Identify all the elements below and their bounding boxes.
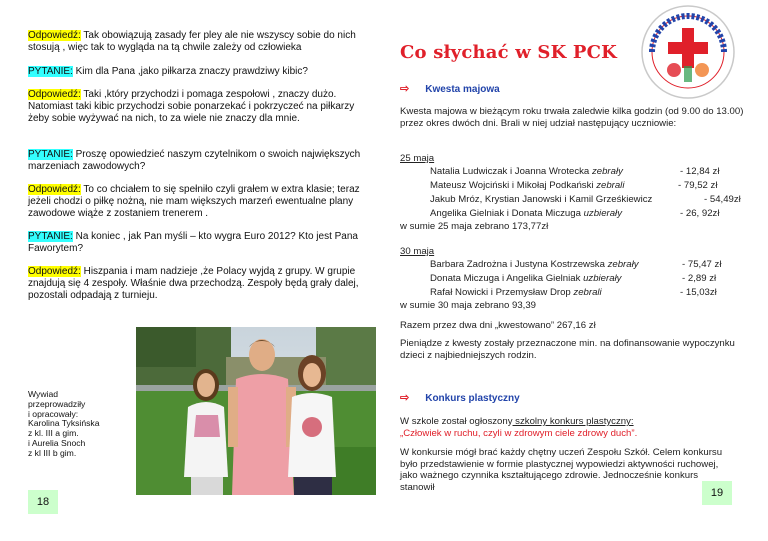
day2-date: 30 maja xyxy=(400,246,435,257)
answer-text: Taki ,który przychodzi i pomaga zespołowi , znaczy dużo. Natomiast taki kibic przychodzi sobie ponarzekać i pokrzyczeć na piłkarzy żeby sobie wyżywać na nich, to za wiele nie znaczy dla mnie. xyxy=(28,89,355,125)
answer-label: Odpowiedź: xyxy=(28,184,81,195)
answer-text: Hiszpania i mam nadzieje ,że Polacy wyjdą z grupy. W grupie znajdują się 4 zespoły. Właśnie dwa przechodzą. Zespoły będą grały dalej, pozostali odpadają z turnieju. xyxy=(28,266,359,302)
collectors: Mateusz Wojciński i Mikołaj Podkański xyxy=(430,180,594,191)
collection-row xyxy=(430,259,639,270)
section-heading-kwesta xyxy=(400,82,500,95)
right-arrow-icon: ⇨ xyxy=(400,83,410,95)
right-arrow-icon: ⇨ xyxy=(400,392,410,404)
amount: - 79,52 zł xyxy=(678,180,718,191)
answer-label: Odpowiedź: xyxy=(28,89,81,100)
kwesta-purpose: Pieniądze z kwesty zostały przeznaczone min. na dofinansowanie wypoczynku dzieci z najbiedniejszych rodzin. xyxy=(400,338,735,361)
question-1 xyxy=(28,66,376,78)
kwesta-intro: Kwesta majowa w bieżącym roku trwała zaledwie kilka godzin (od 9.00 do 13.00) przez okres dwóch dni. Brali w niej udział następujący uczniowie: xyxy=(400,106,744,129)
verb: uzbierały xyxy=(583,208,622,219)
answer-2 xyxy=(28,89,376,126)
answer-3 xyxy=(28,184,376,221)
collection-row xyxy=(430,180,624,191)
credits-line: z kl. III a gim. xyxy=(28,428,79,439)
credits-line: i opracowały: xyxy=(28,408,79,419)
question-text: Kim dla Pana ,jako piłkarza znaczy prawdziwy kibic? xyxy=(72,66,308,77)
collectors: Angelika Gielniak i Donata Miczuga xyxy=(430,208,581,219)
credits-line: z kl III b gim. xyxy=(28,447,77,458)
amount: - 12,84 zł xyxy=(680,166,720,177)
collectors: Rafał Nowicki i Przemysław Drop xyxy=(430,287,571,298)
amount: - 2,89 zł xyxy=(682,273,717,284)
konkurs-name: szkolny konkurs plastyczny: xyxy=(512,416,634,427)
answer-text: To co chciałem to się spełniło czyli grałem w extra klasie; teraz jeżeli chodzi o piłkę nożną, nie mam większych marzeń ewentualne plany zawodowe wiąże z zostaniem trenerem . xyxy=(28,184,360,220)
credits-line: i Aurelia Snoch xyxy=(28,437,86,448)
verb: zebrali xyxy=(596,180,625,191)
verb: zebrały xyxy=(591,166,623,177)
answer-text: Tak obowiązują zasady fer pley ale nie wszyscy sobie do nich stosują , więc tak to wygląda na tą chwile zależy od człowieka xyxy=(28,30,356,54)
credits-line: Karolina Tyksińska xyxy=(28,418,100,429)
question-label: PYTANIE: xyxy=(28,231,73,242)
question-text: Na koniec , jak Pan myśli – kto wygra Euro 2012? Kto jest Pana Faworytem? xyxy=(28,231,358,255)
day1-date: 25 maja xyxy=(400,153,435,164)
credits-line: Wywiad xyxy=(28,389,59,399)
right-page xyxy=(384,0,768,541)
konkurs-motto: „Człowiek w ruchu, czyli w zdrowym ciele zdrowy duch”. xyxy=(400,427,638,439)
verb: zebrały xyxy=(607,259,639,270)
collection-row xyxy=(430,166,623,177)
amount: - 26, 92zł xyxy=(680,208,720,219)
answer-4 xyxy=(28,266,376,303)
verb: zebrali xyxy=(573,287,602,298)
amount: - 15,03zł xyxy=(680,287,717,298)
page-number: 19 xyxy=(702,481,732,505)
collection-row xyxy=(430,273,621,284)
collection-row xyxy=(430,208,622,219)
interview-photo xyxy=(136,327,376,495)
konkurs-body: W konkursie mógł brać każdy chętny uczeń Zespołu Szkół. Celem konkursu było przedstawienie w formie plastycznej wypowiedzi aktywności ruchowej, jako ważnego czynnika kształtującego zdrowie. Jednocześnie konkurs stanowił xyxy=(400,447,723,493)
collection-row xyxy=(430,287,602,298)
konkurs-intro-text: W szkole został ogłoszony xyxy=(400,416,513,427)
verb: uzbierały xyxy=(583,273,622,284)
question-label: PYTANIE: xyxy=(28,66,73,77)
day1-total: w sumie 25 maja zebrano 173,77zł xyxy=(400,221,549,232)
question-label: PYTANIE: xyxy=(28,149,73,160)
collectors: Barbara Zadrożna i Justyna Kostrzewska xyxy=(430,259,605,270)
amount: - 54,49zł xyxy=(704,194,741,205)
grand-total: Razem przez dwa dni „kwestowano” 267,16 zł xyxy=(400,320,596,331)
collectors: Jakub Mróz, Krystian Janowski i Kamil Grześkiewicz xyxy=(430,194,653,205)
day2-total: w sumie 30 maja zebrano 93,39 xyxy=(400,300,536,311)
question-3 xyxy=(28,231,376,255)
answer-label: Odpowiedź: xyxy=(28,30,81,41)
red-cross-emblem-icon xyxy=(638,4,738,100)
section-heading-konkurs xyxy=(400,391,520,404)
pck-logo xyxy=(638,4,738,100)
collection-row xyxy=(430,194,652,205)
page-number: 18 xyxy=(28,490,58,514)
question-2 xyxy=(28,149,376,173)
credits-line: przeprowadziły xyxy=(28,398,86,409)
collectors: Natalia Ludwiczak i Joanna Wrotecka xyxy=(430,166,590,177)
answer-label: Odpowiedź: xyxy=(28,266,81,277)
collectors: Donata Miczuga i Angelika Gielniak xyxy=(430,273,581,284)
question-text: Proszę opowiedzieć naszym czytelnikom o swoich największych marzeniach zawodowych? xyxy=(28,149,361,173)
page-title: Co słychać w SK PCK xyxy=(400,42,618,63)
amount: - 75,47 zł xyxy=(682,259,722,270)
section-heading-text: Konkurs plastyczny xyxy=(425,393,520,404)
answer-1 xyxy=(28,30,376,54)
interview-credits xyxy=(28,390,128,459)
photo-three-people xyxy=(136,327,376,495)
section-heading-text: Kwesta majowa xyxy=(425,84,500,95)
konkurs-intro xyxy=(400,416,750,439)
